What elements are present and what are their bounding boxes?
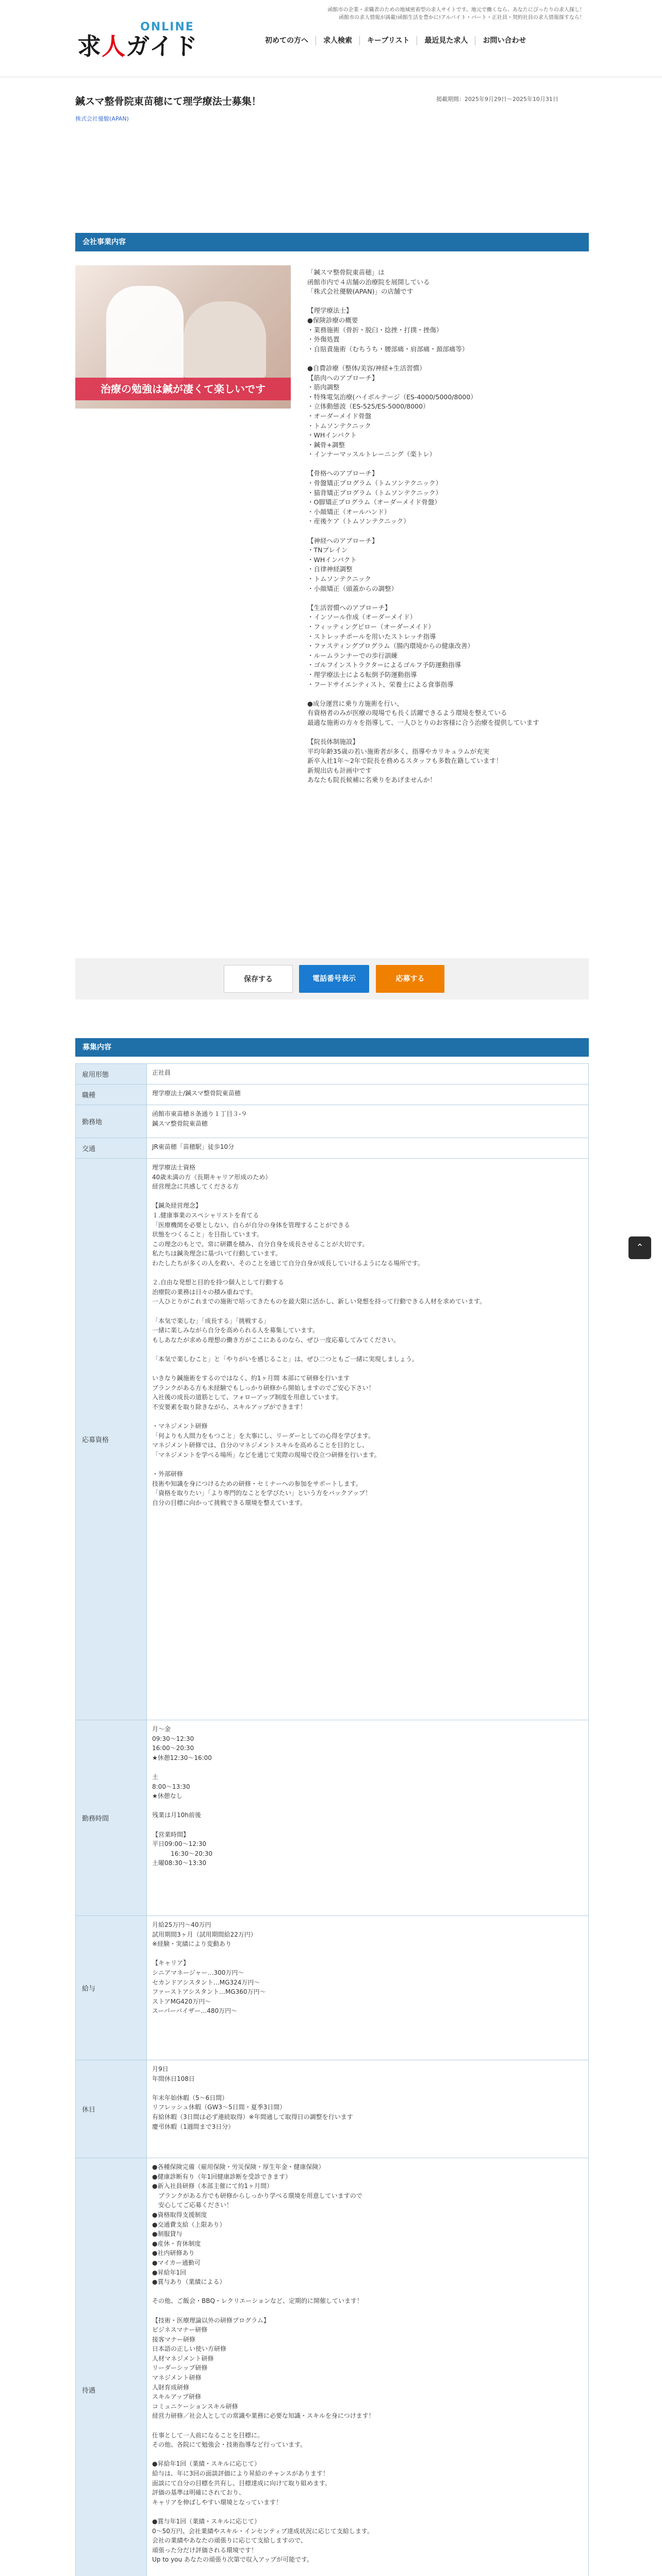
- job-main-photo: [75, 265, 291, 409]
- row-value: 函館市東苗穂８条通り１丁目３-９ 鍼スマ整骨院東苗穂: [147, 1105, 589, 1138]
- logo-accent-char: 人: [102, 32, 126, 60]
- job-title: 鍼スマ整骨院東苗穂にて理学療法士募集！: [75, 96, 261, 107]
- global-nav: [258, 36, 533, 45]
- site-header: [0, 0, 662, 77]
- site-logo[interactable]: [77, 21, 227, 60]
- back-to-top-button[interactable]: [628, 1236, 651, 1259]
- chevron-up-icon: ⌃: [636, 1242, 644, 1253]
- table-row: [76, 2060, 589, 2158]
- row-label: 待遇: [76, 2158, 147, 2576]
- company-link[interactable]: 株式会社優駿(APAN): [75, 115, 129, 122]
- row-label: 勤務地: [76, 1105, 147, 1138]
- show-phone-button[interactable]: 電話番号表示: [299, 965, 369, 993]
- nav-contact[interactable]: お問い合わせ: [475, 36, 533, 45]
- job-period: 掲載期間：2025年9月29日〜2025年10月31日: [436, 96, 558, 103]
- save-button[interactable]: 保存する: [224, 965, 293, 993]
- row-label: 交通: [76, 1138, 147, 1159]
- nav-first-time[interactable]: 初めての方へ: [265, 37, 308, 45]
- row-value: JR東苗穂「苗穂駅」徒歩10分: [147, 1138, 589, 1159]
- row-label: 職種: [76, 1084, 147, 1105]
- site-tagline: 函館市の企業・求職者のための地域密着型の求人サイトです。地元で働くなら、あなたにぴったりの求人探し！ 函館市の求人情報が満載!函館生活を豊かに!アルバイト・パート・正社員・契約社員の求人情報探すなら！: [327, 7, 585, 21]
- row-label: 勤務時間: [76, 1720, 147, 1916]
- action-bar: [75, 958, 589, 999]
- row-value: 月〜金 09:30〜12:30 16:00〜20:30 ★休憩12:30〜16:00 土 8:00〜13:30 ★休憩なし 残業は月10h前後 【営業時間】 平日09:00〜12:30 16:30〜20:30 土曜08:30〜13:30: [147, 1720, 589, 1916]
- table-row: [76, 1084, 589, 1105]
- row-value: 月9日 年間休日108日 年末年始休暇（5〜6日間） リフレッシュ休暇（GW3〜5日間・夏季3日間） 有給休暇（3日間は必ず連続取得）※年間通して取得日の調整を行います 慶弔休暇（1週間まで3日分）: [147, 2060, 589, 2158]
- photo-figure-therapist: [106, 286, 184, 384]
- table-row: [76, 1105, 589, 1138]
- company-description: 「鍼スマ整骨院東苗穂」は 函館市内で４店舗の治療院を展開している 「株式会社優駿(APAN)」の店舗です 【理学療法士】 ●保険診療の概要 ・業務施術（骨折・脱臼・捻挫・打撲・挫傷） ・外傷処置 ・自賠責施術（むちうち・腰部痛・肩部痛・頚部痛等） ●自費診療（整体/美容/神経+生活習慣） 【筋肉へのアプローチ】 ・筋肉調整 ・特殊電気治療(ハイボルテージ（ES-4000/5000/8000） ・立体動態波（ES-525/ES-5000/8000） ・オーダーメイド骨盤 ・トムソンテクニック ・WHインパクト ・鍼骨+調整 ・インナーマッスルトレーニング（楽トレ） 【骨格へのアプローチ】 ・骨盤矯正プログラム（トムソンテクニック） ・猫背矯正プログラム（トムソンテクニック） ・O脚矯正プログラム（オーダーメイド骨盤） ・小顔矯正（オールハンド） ・産後ケア（トムソンテクニック） 【神経へのアプローチ】 ・TNプレイン ・WHインパクト ・自律神経調整 ・トムソンテクニック ・小顔矯正（頭蓋からの調整） 【生活習慣へのアプローチ】 ・インソール作成（オーダーメイド） ・フィッティングピロー（オーダーメイド） ・ストレッチポールを用いたストレッチ指導 ・ファスティングプログラム（腸内環境からの健康改善） ・ルームランナーでの歩行訓練 ・ゴルフインストラクターによるゴルフ予防運動指導 ・理学療法士による転倒予防運動指導 ・フードサイエンティスト、栄養士による食事指導 ●成分運営に乗り方施術を行い、 有資格者のみが医療の現場でも長く活躍できるよう環境を整えている 最適な施術の方々を指導して、一人ひとりのお客様に合う治療を提供しています 【院長体制施設】 平均年齢35歳の若い施術者が多く、指導やカリキュラムが充実 新卒入社1年～2年で院長を務めるスタッフも多数在籍しています！ 新規出店も計画中です あなたも院長候補に名乗りをあげませんか！: [307, 268, 539, 784]
- row-value: ●各種保険完備（雇用保険・労災保険・厚生年金・健康保険） ●健康診断有り（年1回健康診断を受診できます） ●新入社員研修（本部主催にて約1ヶ月間） ブランクがある方でも研修からしっかり学べる環境を用意していますので 安心してご応募ください！ ●資格取得支援制度 ●交通費支給（上限あり） ●制服貸与 ●産休・育休制度 ●社内研修あり ●マイカー通勤可 ●昇給年1回 ●賞与あり（業績による） その他、ご飯会・BBQ・レクリエーションなど、定期的に開催しています！ 【技術・医療理論以外の研修プログラム】 ビジネスマナー研修 接客マナー研修 日本語の正しい使い方研修 人材マネジメント研修 リーダーシップ研修 マネジメント研修 人財育成研修 スキルアップ研修 コミュニケーションスキル研修 経営力研修／社会人としての常識や業務に必要な知識・スキルを身につけます！ 仕事として一人前になることを目標に。 その他、各院にて勉強会・技術指導など行っています。 ●昇給年1回（業績・スキルに応じて） 給与は、年に3回の面談評価により昇給のチャンスがあります！ 面談にて自分の目標を共有し、目標達成に向けて取り組めます。 評価の基準は明確にされており、 キャリアを伸ばしやすい環境となっています！ ●賞与年1回（業績・スキルに応じて） 0〜50万円、会社業績やスキル・インセンティブ達成状況に応じて支給します。 会社の業績やあなたの頑張りに応じて支給しますので、 頑張った分だけ評価される環境です！ Up to you あなたの頑張り次第で収入アップが可能です。: [147, 2158, 589, 2576]
- table-row: [76, 2158, 589, 2576]
- row-label: 給与: [76, 1916, 147, 2060]
- row-label: 応募資格: [76, 1159, 147, 1720]
- logo-main-text: [77, 28, 198, 62]
- row-value: 正社員: [147, 1064, 589, 1084]
- nav-job-search[interactable]: 求人検索: [316, 36, 359, 45]
- nav-keep-list[interactable]: キープリスト: [359, 36, 417, 45]
- table-row: [76, 1138, 589, 1159]
- photo-figure-patient: [184, 301, 266, 379]
- row-value: 理学療法士資格 40歳未満の方（長期キャリア形成のため） 経営理念に共感してくださる方 【鍼灸経営理念】 １.健康事業のスペシャリストを育てる 「医療機関を必要としない、自らが自分の身体を管理することができる 状態をつくること」を目指しています。 この理念のもとで、常に研鑽を積み、自分自身を成長させることが大切です。 私たちは鍼灸理念に基づいて行動しています。 わたしたちが多くの人を救い、そのことを通じて自分自身が成長していけるようになる場所です。 ２.自由な発想と目的を持つ個人として行動する 治療院の業務は日々の積み重ねです。 一人ひとりがこれまでの施術で培ってきたものを最大限に活かし、新しい発想を持って行動できる人材を求めています。 「本気で楽しむ」「成長する」「挑戦する」 一緒に楽しみながら自分を高められる人を募集しています。 もしあなたが求める理想の働き方がここにあるのなら、ぜひ一度応募してみてください。 「本気で楽しむこと」と「やりがいを感じること」は、ぜひ二つともご一緒に実現しましょう。 いきなり鍼施術をするのではなく、約1ヶ月間 本部にて研修を行います ブランクがある方も未経験でもしっかり研修から開始しますのでご安心下さい！ 入社後の成長の道筋として、フォローアップ制度を用意しています。 不安要素を取り除きながら、スキルアップができます！ ・マネジメント研修 「何よりも人間力をもつこと」を大事にし、リーダーとしての心得を学びます。 マネジメント研修では、自分のマネジメントスキルを高めることを目的とし、 「マネジメントを学べる場所」などを通じて実際の現場で役立つ研修を行います。 ・外部研修 技術や知識を身につけるための研修・セミナーへの参加をサポートします。 「資格を取りたい」「より専門的なことを学びたい」という方をバックアップ！ 自分の目標に向かって挑戦できる環境を整えています。: [147, 1159, 589, 1720]
- recruit-section-heading: 募集内容: [75, 1038, 589, 1057]
- logo-sub-text: ONLINE: [140, 21, 194, 33]
- table-row: [76, 1720, 589, 1916]
- logo-main-label: 求人ガイド: [77, 32, 198, 60]
- company-section-heading: 会社事業内容: [75, 233, 589, 251]
- row-label: 雇用形態: [76, 1064, 147, 1084]
- nav-recently-viewed[interactable]: 最近見た求人: [417, 36, 475, 45]
- apply-button[interactable]: 応募する: [376, 965, 444, 993]
- row-label: 休日: [76, 2060, 147, 2158]
- recruit-table: [75, 1063, 589, 2576]
- table-row: [76, 1159, 589, 1720]
- row-value: 理学療法士/鍼スマ整骨院東苗穂: [147, 1084, 589, 1105]
- table-row: [76, 1064, 589, 1084]
- table-row: [76, 1916, 589, 2060]
- row-value: 月給25万円〜40万円 試用期間3ヶ月（試用期間給22万円） ※経験・実績により変動あり 【キャリア】 シニアマネージャー…300万円〜 セカンドアシスタント…MG324万円〜 ファーストアシスタント…MG360万円〜 ストアMG420万円〜 スーパーバイザー…480万円〜: [147, 1916, 589, 2060]
- photo-caption: 治療の勉強は鍼が凄くて楽しいです: [75, 378, 291, 400]
